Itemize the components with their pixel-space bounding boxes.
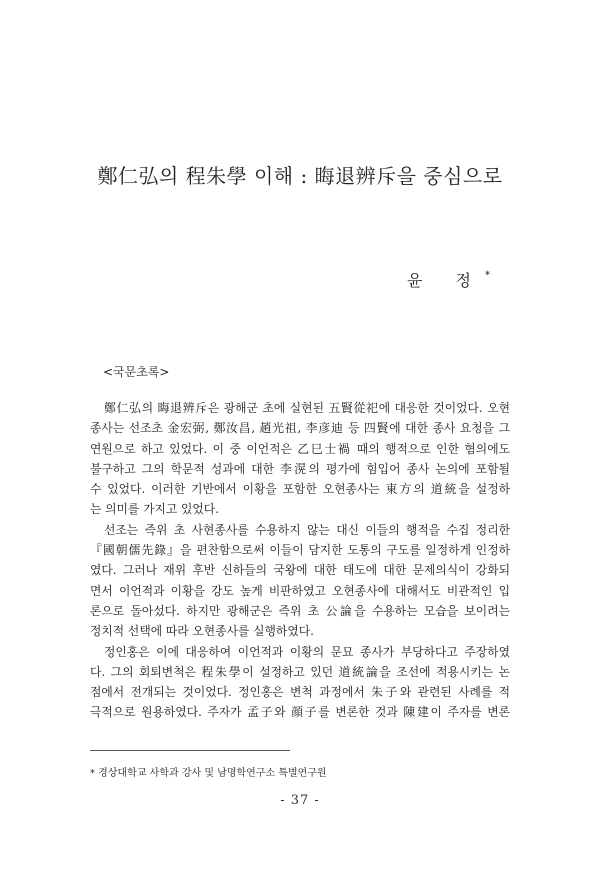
- author-name: 윤 정: [407, 271, 485, 290]
- abstract-line: 론으로 돌아섰다. 하지만 광해군은 즉위 초 公論을 수용하는 모습을 보이려는: [90, 603, 510, 618]
- abstract-line: 수 있었다. 이러한 기반에서 이황을 포함한 오현종사는 東方의 道統을 설정하: [90, 482, 510, 497]
- abstract-line: 연원으로 하고 있었다. 이 중 이언적은 乙巳士禍 때의 행적으로 인한 혐의에도: [90, 441, 510, 456]
- abstract-line: 면서 이언적과 이황을 강도 높게 비판하였고 오현종사에 대해서도 비관적인 입: [90, 583, 510, 598]
- abstract-line: 였다. 그러나 재위 후반 신하들의 국왕에 대한 태도에 대한 문제의식이 강화되: [90, 563, 510, 578]
- abstract-line: 정인홍은 이에 대응하여 이언적과 이황의 문묘 종사가 부당하다고 주장하였: [104, 644, 510, 659]
- abstract-line: 극적으로 원용하였다. 주자가 孟子와 顔子를 변론한 것과 陳建이 주자를 변론: [90, 705, 510, 720]
- abstract-line: 鄭仁弘의 晦退辨斥은 광해군 초에 실현된 五賢從祀에 대응한 것이었다. 오현: [104, 401, 510, 415]
- footnote-divider: [90, 750, 290, 751]
- page-number: - 37 -: [280, 793, 320, 808]
- abstract-line: 선조는 즉위 초 사현종사를 수용하지 않는 대신 이들의 행적을 수집 정리한: [104, 522, 510, 537]
- abstract-line: 불구하고 그의 학문적 성과에 대한 李滉의 평가에 힘입어 종사 논의에 포함될: [90, 461, 510, 476]
- footnote: * 경상대학교 사학과 강사 및 남명학연구소 특별연구원: [90, 768, 327, 779]
- abstract-line: 정치적 선택에 따라 오현종사를 실행하였다.: [90, 624, 314, 639]
- abstract-line: 는 의미를 가지고 있었다.: [90, 502, 219, 517]
- abstract-line: 종사는 선조초 金宏弼, 鄭汝昌, 趙光祖, 李彦迪 등 四賢에 대한 종사 요청을 그: [90, 421, 510, 436]
- abstract-line: 점에서 전개되는 것이었다. 정인홍은 변척 과정에서 朱子와 관련된 사례를 적: [90, 685, 510, 700]
- abstract-label: <국문초록>: [103, 365, 170, 379]
- author-footnote-mark: *: [485, 269, 490, 281]
- abstract-body: [90, 398, 510, 723]
- author-line: [380, 268, 490, 291]
- abstract-line: 『國朝儒先錄』을 편찬함으로써 이들이 담지한 도통의 구도를 일정하게 인정하: [90, 543, 510, 558]
- abstract-line: 다. 그의 회퇴변척은 程朱學이 설정하고 있던 道統論을 조선에 적용시키는 논: [90, 664, 510, 679]
- paper-title: 鄭仁弘의 程朱學 이해 : 晦退辨斥을 중심으로: [97, 164, 503, 188]
